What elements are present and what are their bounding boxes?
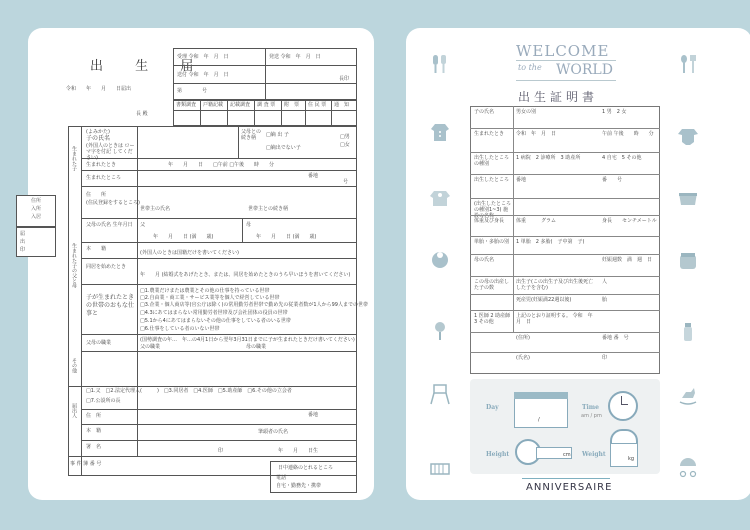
male-checkbox[interactable]: □男 xyxy=(340,134,350,140)
baby-clothes-icon xyxy=(429,121,451,143)
row-value: (住所) xyxy=(516,335,530,341)
cohabit-field[interactable]: 年 月 (結婚式をあげたとき、または、同居を始めたときのうち早いほうを書いてください) xyxy=(140,272,351,278)
row-label: (出生したところの種別1~3) 施設の名称 xyxy=(474,201,511,219)
row-extra: 印 xyxy=(602,355,608,361)
mother-occupation: 母の職業 xyxy=(246,344,267,350)
row-extra: 番 号 xyxy=(602,177,623,183)
work-option[interactable]: □6.仕事をしている者のいない世帯 xyxy=(140,326,220,332)
contact-type: 自宅・勤務先・携帯 xyxy=(276,483,322,489)
check-col: 戸籍記載 xyxy=(203,102,224,108)
crib-icon xyxy=(429,456,451,478)
weight-label: Weight xyxy=(582,451,606,458)
row-extra: 人 xyxy=(602,279,608,285)
side-note: 住所 xyxy=(31,198,42,204)
birth-place-label: 生まれたところ xyxy=(86,175,122,181)
row-label: 母の氏名 xyxy=(474,257,495,263)
certificate-title: 出生証明書 xyxy=(518,90,599,104)
reporter-option[interactable]: □7.公設所の長 xyxy=(86,398,121,404)
row-value: 番地 xyxy=(516,177,527,183)
fork-spoon-icon xyxy=(677,53,699,75)
row-value: 令和 年 月 日 xyxy=(516,131,557,137)
reporter-sign-label: 署 名 xyxy=(86,444,102,450)
reporter-option[interactable]: □1.父 □2.法定代理人( ) □3.同居者 □4.医師 □5.助産師 □6.その他の立会者 xyxy=(86,388,292,394)
row-label: 1 医師 2 助産師 3 その他 xyxy=(474,313,511,325)
reporter-honseki-label: 本 籍 xyxy=(86,428,102,434)
honseki-sub: (外国人のときは国籍だけを書いてください) xyxy=(140,250,239,256)
forward-date: 送付 令和 年 月 日 xyxy=(177,72,229,78)
name-note: (外国人のときは ローマ字を付記 してください) xyxy=(86,143,135,161)
honseki-label: 本 籍 xyxy=(86,246,107,252)
work-option[interactable]: □1.農業だけまたは農業とその他の仕事を持っている世帯 xyxy=(140,288,270,294)
contact-title: 日中連絡のとれるところ xyxy=(278,465,334,471)
female-checkbox[interactable]: □女 xyxy=(340,142,350,148)
side-seal: 出 xyxy=(20,239,26,245)
stroller-icon xyxy=(677,456,699,478)
bottle-icon xyxy=(677,320,699,342)
hitto-label: 筆頭者の氏名 xyxy=(258,429,289,435)
address-label: 住 所 xyxy=(86,192,107,198)
day-label: Day xyxy=(486,404,499,411)
section-other: その他 xyxy=(71,358,77,373)
bib-icon xyxy=(429,248,451,270)
banchi-label: 番地 xyxy=(308,412,319,418)
reporter-birth: 年 月 日生 xyxy=(278,448,319,454)
father-label: 父 xyxy=(140,222,146,228)
sweater-icon xyxy=(429,186,451,208)
work-option[interactable]: □5.1から4にあてはまらないその他の仕事をしている者のいる世帯 xyxy=(140,318,291,324)
brand-logo: ANNIVERSAIRE xyxy=(526,482,613,493)
householder-label: 世帯主の氏名 xyxy=(140,206,171,212)
side-seal: 印 xyxy=(20,247,26,253)
household-work-label: 子が生まれたときの世帯のおもな仕事と xyxy=(86,294,135,317)
row-value: 体重 グラム xyxy=(516,218,556,224)
row-label: 出生したところの種別 xyxy=(474,155,510,167)
cohabit-label: 同居を始めたとき xyxy=(86,264,127,270)
welcome-text: WELCOME xyxy=(516,42,610,60)
name-ruby: (よみかた) xyxy=(86,129,110,135)
father-birth: 年 月 日 (満 歳) xyxy=(153,234,214,240)
diaper-icon xyxy=(677,188,699,210)
row-label: 生まれたとき xyxy=(474,131,505,137)
go-label: 号 xyxy=(343,179,349,185)
row-extra: 1 男 2 女 xyxy=(602,109,627,115)
to-the-text: to the xyxy=(518,63,542,72)
world-text: WORLD xyxy=(556,62,613,78)
jar-icon xyxy=(677,250,699,272)
check-col: 調 査 票 xyxy=(257,102,276,108)
section-child: 生まれた子 xyxy=(71,146,77,171)
mother-birth: 年 月 日 (満 歳) xyxy=(256,234,317,240)
work-option[interactable]: □3.企業・個人商店等(官公庁は除く)の常用勤労者世帯で勤め先の従業者数が1人から99人までの世帯 xyxy=(140,302,368,308)
kg-label: kg xyxy=(628,456,635,462)
row-value: 1 病院 2 診療所 3 助産所 xyxy=(516,155,581,161)
rocking-horse-icon xyxy=(677,384,699,406)
row-label: 単胎・多胎の別 xyxy=(474,239,510,245)
row-extra: 胎 xyxy=(602,297,608,303)
birth-certificate-page xyxy=(406,28,750,500)
row-label: この母の出産した子の数 xyxy=(474,279,510,291)
number-line: 第 号 xyxy=(177,88,208,94)
occupation-label: 父母の職業 xyxy=(86,340,112,346)
section-parents: 生まれた子の父と母 xyxy=(71,243,77,288)
row-value: 出生子(この出生子及び出生後死亡した子を含む) xyxy=(516,279,593,291)
address-sub: (住民登録をするところ) xyxy=(86,200,140,206)
check-col: 通 知 xyxy=(334,102,350,108)
rattle-icon xyxy=(429,320,451,342)
case-number-label: 事 件 簿 番 号 xyxy=(70,461,102,467)
row-label: 体重及び身長 xyxy=(474,218,505,224)
receipt-date: 受理 令和 年 月 日 xyxy=(177,54,229,60)
filing-date: 令和 年 月 日届出 xyxy=(66,86,132,92)
row-extra: 身長 センチメートル xyxy=(602,218,657,224)
birth-time-field[interactable]: 年 月 日 □午前 □午後 時 分 xyxy=(168,162,275,168)
row-extra: 午前 午後 時 分 xyxy=(602,131,654,137)
householder-rel-label: 世帯主との続き柄 xyxy=(248,206,289,212)
height-label: Height xyxy=(486,451,510,458)
row-extra: 番地 番 号 xyxy=(602,335,629,341)
father-occupation: 父の職業 xyxy=(140,344,161,350)
row-value: (氏名) xyxy=(516,355,530,361)
side-seal: 届 xyxy=(20,231,26,237)
contact-phone: 電話 xyxy=(276,475,287,481)
row-label: 出生したところ xyxy=(474,177,510,183)
section-reporter: 届出人 xyxy=(71,403,77,418)
row-value: 死産児(妊娠満22週以後) xyxy=(516,297,572,303)
alarm-clock-icon xyxy=(608,391,638,421)
reporter-address-label: 住 所 xyxy=(86,413,102,419)
row-value: 男女の別 xyxy=(516,109,537,115)
check-col: 附 票 xyxy=(284,102,300,108)
legit-checkbox[interactable]: □嫡 出 子 xyxy=(266,132,289,138)
check-col: 書類調査 xyxy=(176,102,197,108)
row-label: 子の氏名 xyxy=(474,109,495,115)
row-value: 1 単胎 2 多胎( 子中第 子) xyxy=(516,239,585,245)
ampm-label: am / pm xyxy=(581,413,602,419)
non-legit-checkbox[interactable]: □嫡出でない子 xyxy=(266,145,301,151)
birth-time-label: 生まれたとき xyxy=(86,162,117,168)
reporter-seal: 印 xyxy=(218,448,224,454)
mother-label: 母 xyxy=(246,222,252,228)
time-label: Time xyxy=(582,404,599,411)
side-note: 入居 xyxy=(31,214,42,220)
row-value: 上記のとおり証明する。 令和 年 月 日 xyxy=(516,313,598,325)
occupation-sub: (国勢調査の年… 年…の4月1日から翌年3月31日までに子が生まれたときだけ書いてください) xyxy=(140,337,355,343)
hairbrush-icon xyxy=(429,53,451,75)
bodysuit-icon xyxy=(677,125,699,147)
check-col: 住 民 票 xyxy=(308,102,327,108)
check-col: 記載調査 xyxy=(230,102,251,108)
relationship-label: 父母との続き柄 xyxy=(241,129,262,141)
high-chair-icon xyxy=(429,383,451,405)
dispatch-date: 発送 令和 年 月 日 xyxy=(269,54,321,60)
banchi-label: 番地 xyxy=(308,173,319,179)
side-note: 入所 xyxy=(31,206,42,212)
work-option[interactable]: □2.自由業・商工業・サービス業等を個人で経営している世帯 xyxy=(140,295,280,301)
addressee: 長 殿 xyxy=(136,111,148,117)
child-name-label: 子の氏名 xyxy=(86,135,111,142)
row-extra: 4 自宅 5 その他 xyxy=(602,155,642,161)
chief-seal: 長印 xyxy=(339,76,350,82)
birth-registration-form xyxy=(20,28,374,500)
cm-label: cm xyxy=(563,452,571,458)
row-extra: 妊娠週数 満 週 日 xyxy=(602,257,653,263)
memo-panel: Day / Time am / pm Height cm Weight kg xyxy=(470,379,660,474)
parent-name-label: 父母の氏名 生年月日 xyxy=(86,222,133,228)
work-option[interactable]: □4.3にあてはまらない常用勤労者世帯及び会社団体の役員の世帯 xyxy=(140,310,288,316)
form-title: 出 生 届 xyxy=(90,59,208,74)
